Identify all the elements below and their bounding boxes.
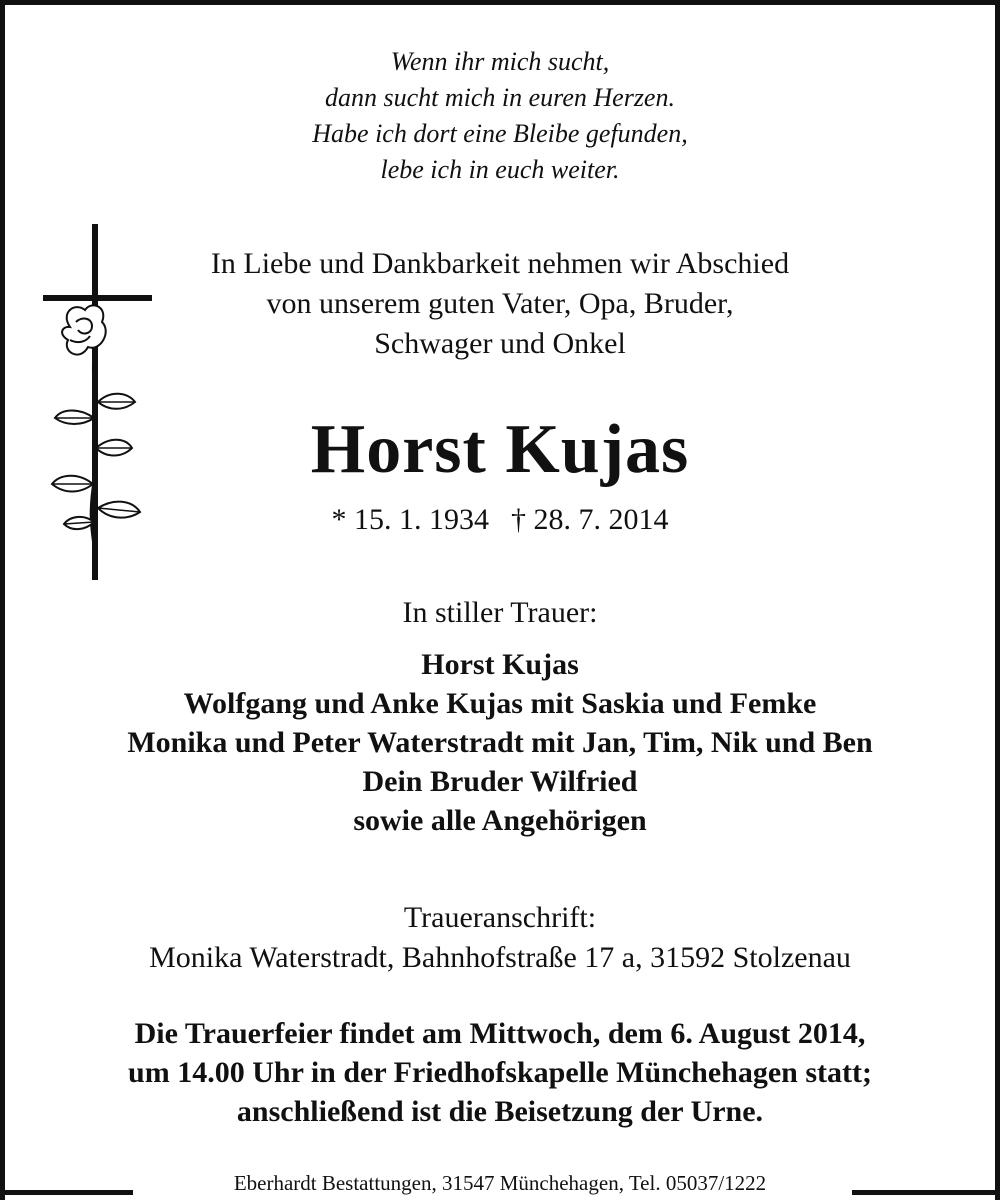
mourner: Horst Kujas <box>421 648 579 681</box>
address-label: Traueranschrift: <box>403 901 597 934</box>
death-date: † 28. 7. 2014 <box>511 503 669 536</box>
life-dates <box>0 500 1000 540</box>
intro-line: von unserem guten Vater, Opa, Bruder, <box>266 287 734 320</box>
poem-line: Habe ich dort eine Bleibe gefunden, <box>312 119 688 148</box>
intro-line: Schwager und Onkel <box>374 327 626 360</box>
deceased-name: Horst Kujas <box>310 411 690 488</box>
birth-date: * 15. 1. 1934 <box>331 503 489 536</box>
address-text: Monika Waterstradt, Bahnhofstraße 17 a, 31592 Stolzenau <box>149 941 851 974</box>
mourner: Monika und Peter Waterstradt mit Jan, Tim, Nik und Ben <box>127 726 873 759</box>
mourning-label: In stiller Trauer: <box>402 596 598 629</box>
ceremony-line: um 14.00 Uhr in der Friedhofskapelle Münchehagen statt; <box>128 1056 872 1089</box>
mourner: Wolfgang und Anke Kujas mit Saskia und Femke <box>183 687 817 720</box>
mourners-list <box>0 645 1000 840</box>
poem-line: Wenn ihr mich sucht, <box>390 47 610 76</box>
border-top <box>0 0 1000 5</box>
ceremony-line: anschließend ist die Beisetzung der Urne. <box>236 1095 764 1128</box>
intro-line: In Liebe und Dankbarkeit nehmen wir Abschied <box>210 247 790 280</box>
mourner: Dein Bruder Wilfried <box>362 765 638 798</box>
poem-line: dann sucht mich in euren Herzen. <box>325 83 675 112</box>
ceremony-line: Die Trauerfeier findet am Mittwoch, dem 6. August 2014, <box>134 1017 866 1050</box>
funeral-home-footer: Eberhardt Bestattungen, 31547 Münchehagen, Tel. 05037/1222 <box>233 1171 767 1195</box>
poem-line: lebe ich in euch weiter. <box>380 155 620 184</box>
ceremony-info <box>0 1014 1000 1131</box>
poem <box>0 44 1000 188</box>
intro-text <box>0 244 1000 364</box>
mourner: sowie alle Angehörigen <box>353 804 647 837</box>
